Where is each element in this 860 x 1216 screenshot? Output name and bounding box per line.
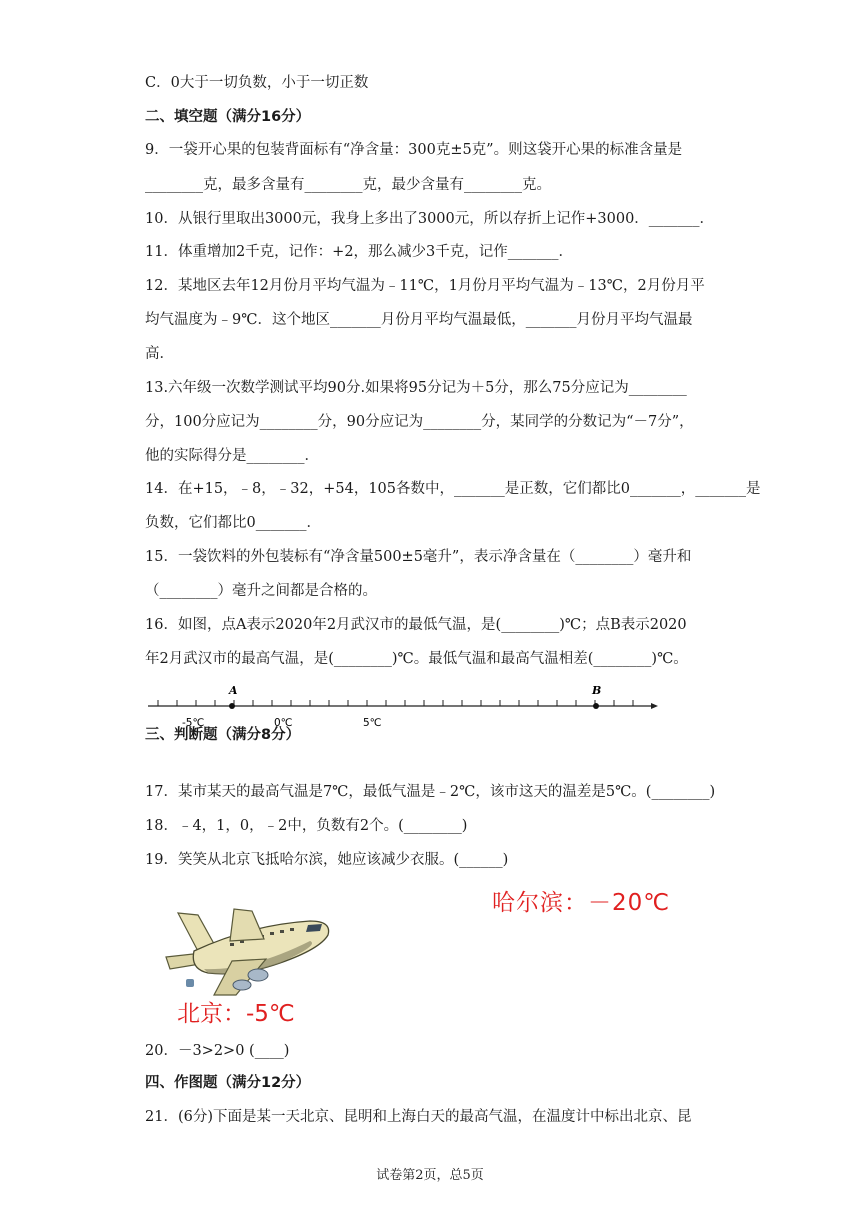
question-11: 11．体重增加2千克，记作：+2，那么减少3千克，记作_______． — [145, 244, 574, 260]
question-12-line3: 高． — [145, 346, 174, 362]
question-13-line3: 他的实际得分是________． — [145, 448, 319, 464]
tick-label-0: 0℃ — [274, 717, 293, 729]
section-heading-drawing: 四、作图题（满分12分） — [145, 1075, 311, 1091]
question-16-line2: 年2月武汉市的最高气温，是(________)℃。最低气温和最高气温相差(________)℃。 — [145, 651, 688, 667]
section-heading-judgement: 三、判断题（满分8分） — [145, 727, 301, 743]
question-21: 21．(6分)下面是某一天北京、昆明和上海白天的最高气温，在温度计中标出北京、昆 — [145, 1109, 692, 1125]
airplane-icon — [160, 905, 340, 997]
question-19: 19．笑笑从北京飞抵哈尔滨，她应该减少衣服。(______) — [145, 852, 509, 868]
question-15-line1: 15．一袋饮料的外包装标有“净含量500±5毫升”，表示净含量在（________）毫升和 — [145, 549, 692, 565]
question-12-line1: 12．某地区去年12月份月平均气温为﹣11℃，1月份月平均气温为﹣13℃，2月份月平 — [145, 278, 705, 294]
question-17: 17．某市某天的最高气温是7℃，最低气温是﹣2℃，该市这天的温差是5℃。(________) — [145, 784, 716, 800]
tick-label-5: 5℃ — [363, 717, 382, 729]
question-14-line2: 负数，它们都比0_______． — [145, 515, 321, 531]
point-a-marker — [229, 703, 235, 709]
question-10: 10．从银行里取出3000元，我身上多出了3000元，所以存折上记作+3000．_______． — [145, 211, 715, 227]
page-footer: 试卷第2页，总5页 — [376, 1168, 484, 1183]
question-13-line2: 分，100分应记为________分，90分应记为________分，某同学的分数记为“－7分”， — [145, 414, 694, 430]
question-9-line1: 9．一袋开心果的包装背面标有“净含量：300克±5克”。则这袋开心果的标准含量是 — [145, 142, 683, 158]
question-15-line2: （________）毫升之间都是合格的。 — [145, 583, 377, 599]
option-c: C．0大于一切负数，小于一切正数 — [145, 75, 369, 91]
point-b-marker — [593, 703, 599, 709]
question-13-line1: 13.六年级一次数学测试平均90分.如果将95分记为＋5分，那么75分应记为________ — [145, 380, 687, 396]
question-9-line2: ________克，最多含量有________克，最少含量有________克。 — [145, 177, 551, 193]
number-line-arrow — [651, 703, 658, 709]
question-18: 18．﹣4，1，0，﹣2中，负数有2个。(________) — [145, 818, 468, 834]
question-16-line1: 16．如图，点A表示2020年2月武汉市的最低气温，是(________)℃；点B表示2020 — [145, 617, 687, 633]
tick-label-minus5: -5℃ — [182, 717, 205, 729]
harbin-temperature-label: 哈尔滨：－20℃ — [492, 890, 671, 916]
question-20: 20．－3>2>0 (____) — [145, 1043, 290, 1059]
section-heading-fill-blank: 二、填空题（满分16分） — [145, 109, 311, 125]
question-12-line2: 均气温度为﹣9℃．这个地区_______月份月平均气温最低，_______月份月平均气温最 — [145, 312, 693, 328]
point-a-label: A — [229, 684, 238, 697]
point-b-label: B — [592, 684, 602, 697]
question-14-line1: 14．在+15，﹣8，﹣32，+54，105各数中，_______是正数，它们都比0_______，_______是 — [145, 481, 761, 497]
beijing-temperature-label: 北京：-5℃ — [177, 1001, 295, 1027]
